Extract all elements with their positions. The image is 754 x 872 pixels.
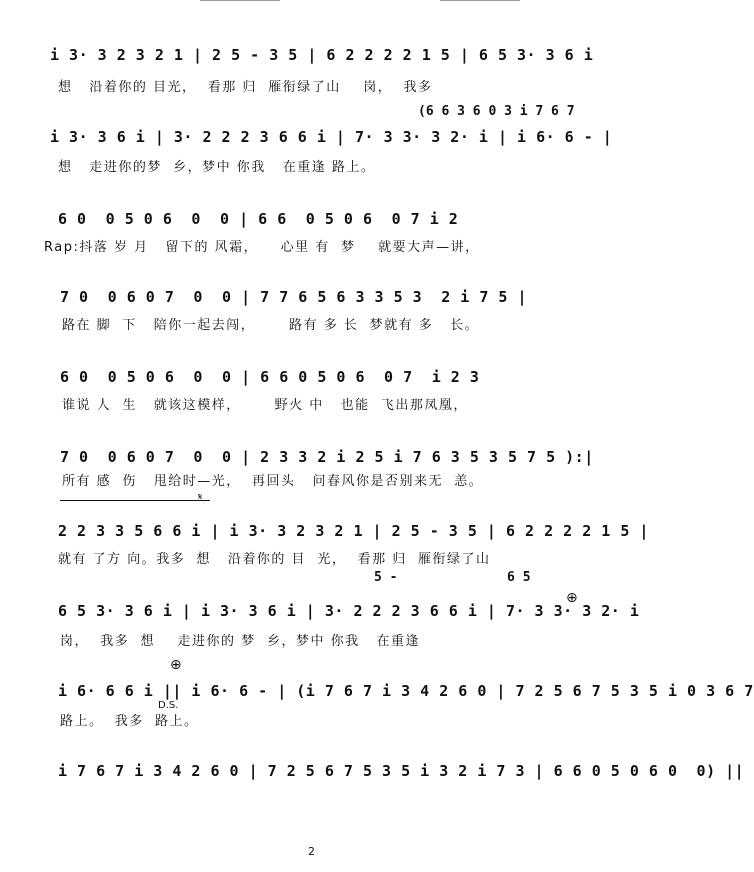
notation-line-4: 7 0 0 6 0 7 0 0 | 7 7 6 5 6 3 3 5 3 2 i 7 5 |	[60, 288, 528, 306]
lyrics-line-3: Rap:抖落 岁 月 留下的 风霜， 心里 有 梦 就要大声—讲，	[44, 240, 480, 255]
notation-extra-line-2: (6 6 3 6 0 3 i 7 6 7	[418, 104, 575, 119]
lyrics-line-9: 路上。 我多 路上。	[60, 714, 199, 729]
notation-extra-line-8: 5 - 6 5	[374, 570, 531, 585]
lyrics-line-4: 路在 脚 下 陪你一起去闯， 路有 多 长 梦就有 多 长。	[62, 318, 480, 333]
segno-line	[60, 500, 210, 501]
lyrics-line-1: 想 沿着你的 目光， 看那 归 雁衔绿了山 岗， 我多	[58, 80, 433, 95]
notation-line-6: 7 0 0 6 0 7 0 0 | 2 3 3 2 i 2 5 i 7 6 3 5 3 5 7 5 ):|	[60, 448, 594, 466]
notation-line-10: i 7 6 7 i 3 4 2 6 0 | 7 2 5 6 7 5 3 5 i 3 2 i 7 3 | 6 6 0 5 0 6 0 0) ||	[58, 762, 745, 780]
coda-icon: ⊕	[170, 657, 182, 673]
notation-line-9: i 6· 6 6 i || i 6· 6 - | (i 7 6 7 i 3 4 2 6 0 | 7 2 5 6 7 5 3 5 i 0 3 6 7	[58, 682, 754, 700]
segno-icon: 𝄋	[198, 492, 203, 503]
top-edge-mark-right	[440, 0, 520, 1]
lyrics-line-7: 就有 了方 向。我多 想 沿着你的 目 光， 看那 归 雁衔绿了山	[58, 552, 491, 567]
lyrics-line-8: 岗， 我多 想 走进你的 梦 乡，梦中 你我 在重逢	[60, 634, 420, 649]
top-edge-mark-left	[200, 0, 280, 1]
notation-line-1: i 3· 3 2 3 2 1 | 2 5 - 3 5 | 6 2 2 2 2 1 5 | 6 5 3· 3 6 i	[50, 46, 594, 64]
notation-line-7: 2 2 3 3 5 6 6 i | i 3· 3 2 3 2 1 | 2 5 - 3 5 | 6 2 2 2 2 1 5 |	[58, 522, 649, 540]
notation-line-3: 6 0 0 5 0 6 0 0 | 6 6 0 5 0 6 0 7 i 2	[58, 210, 459, 228]
notation-line-8: 6 5 3· 3 6 i | i 3· 3 6 i | 3· 2 2 2 3 6 6 i | 7· 3 3· 3 2· i	[58, 602, 640, 620]
lyrics-line-6: 所有 感 伤 甩给时—光， 再回头 问春风你是否别来无 恙。	[62, 474, 484, 489]
lyrics-line-5: 谁说 人 生 就该这模样， 野火 中 也能 飞出那凤凰，	[62, 398, 468, 413]
ds-marking: D.S.	[158, 700, 179, 711]
lyrics-line-2: 想 走进你的梦 乡，梦中 你我 在重逢 路上。	[58, 160, 376, 175]
coda-icon: ⊕	[566, 590, 578, 606]
notation-line-2: i 3· 3 6 i | 3· 2 2 2 3 6 6 i | 7· 3 3· 3 2· i | i 6· 6 - |	[50, 128, 613, 146]
notation-line-5: 6 0 0 5 0 6 0 0 | 6 6 0 5 0 6 0 7 i 2 3	[60, 368, 480, 386]
page-number: 2	[308, 845, 315, 858]
